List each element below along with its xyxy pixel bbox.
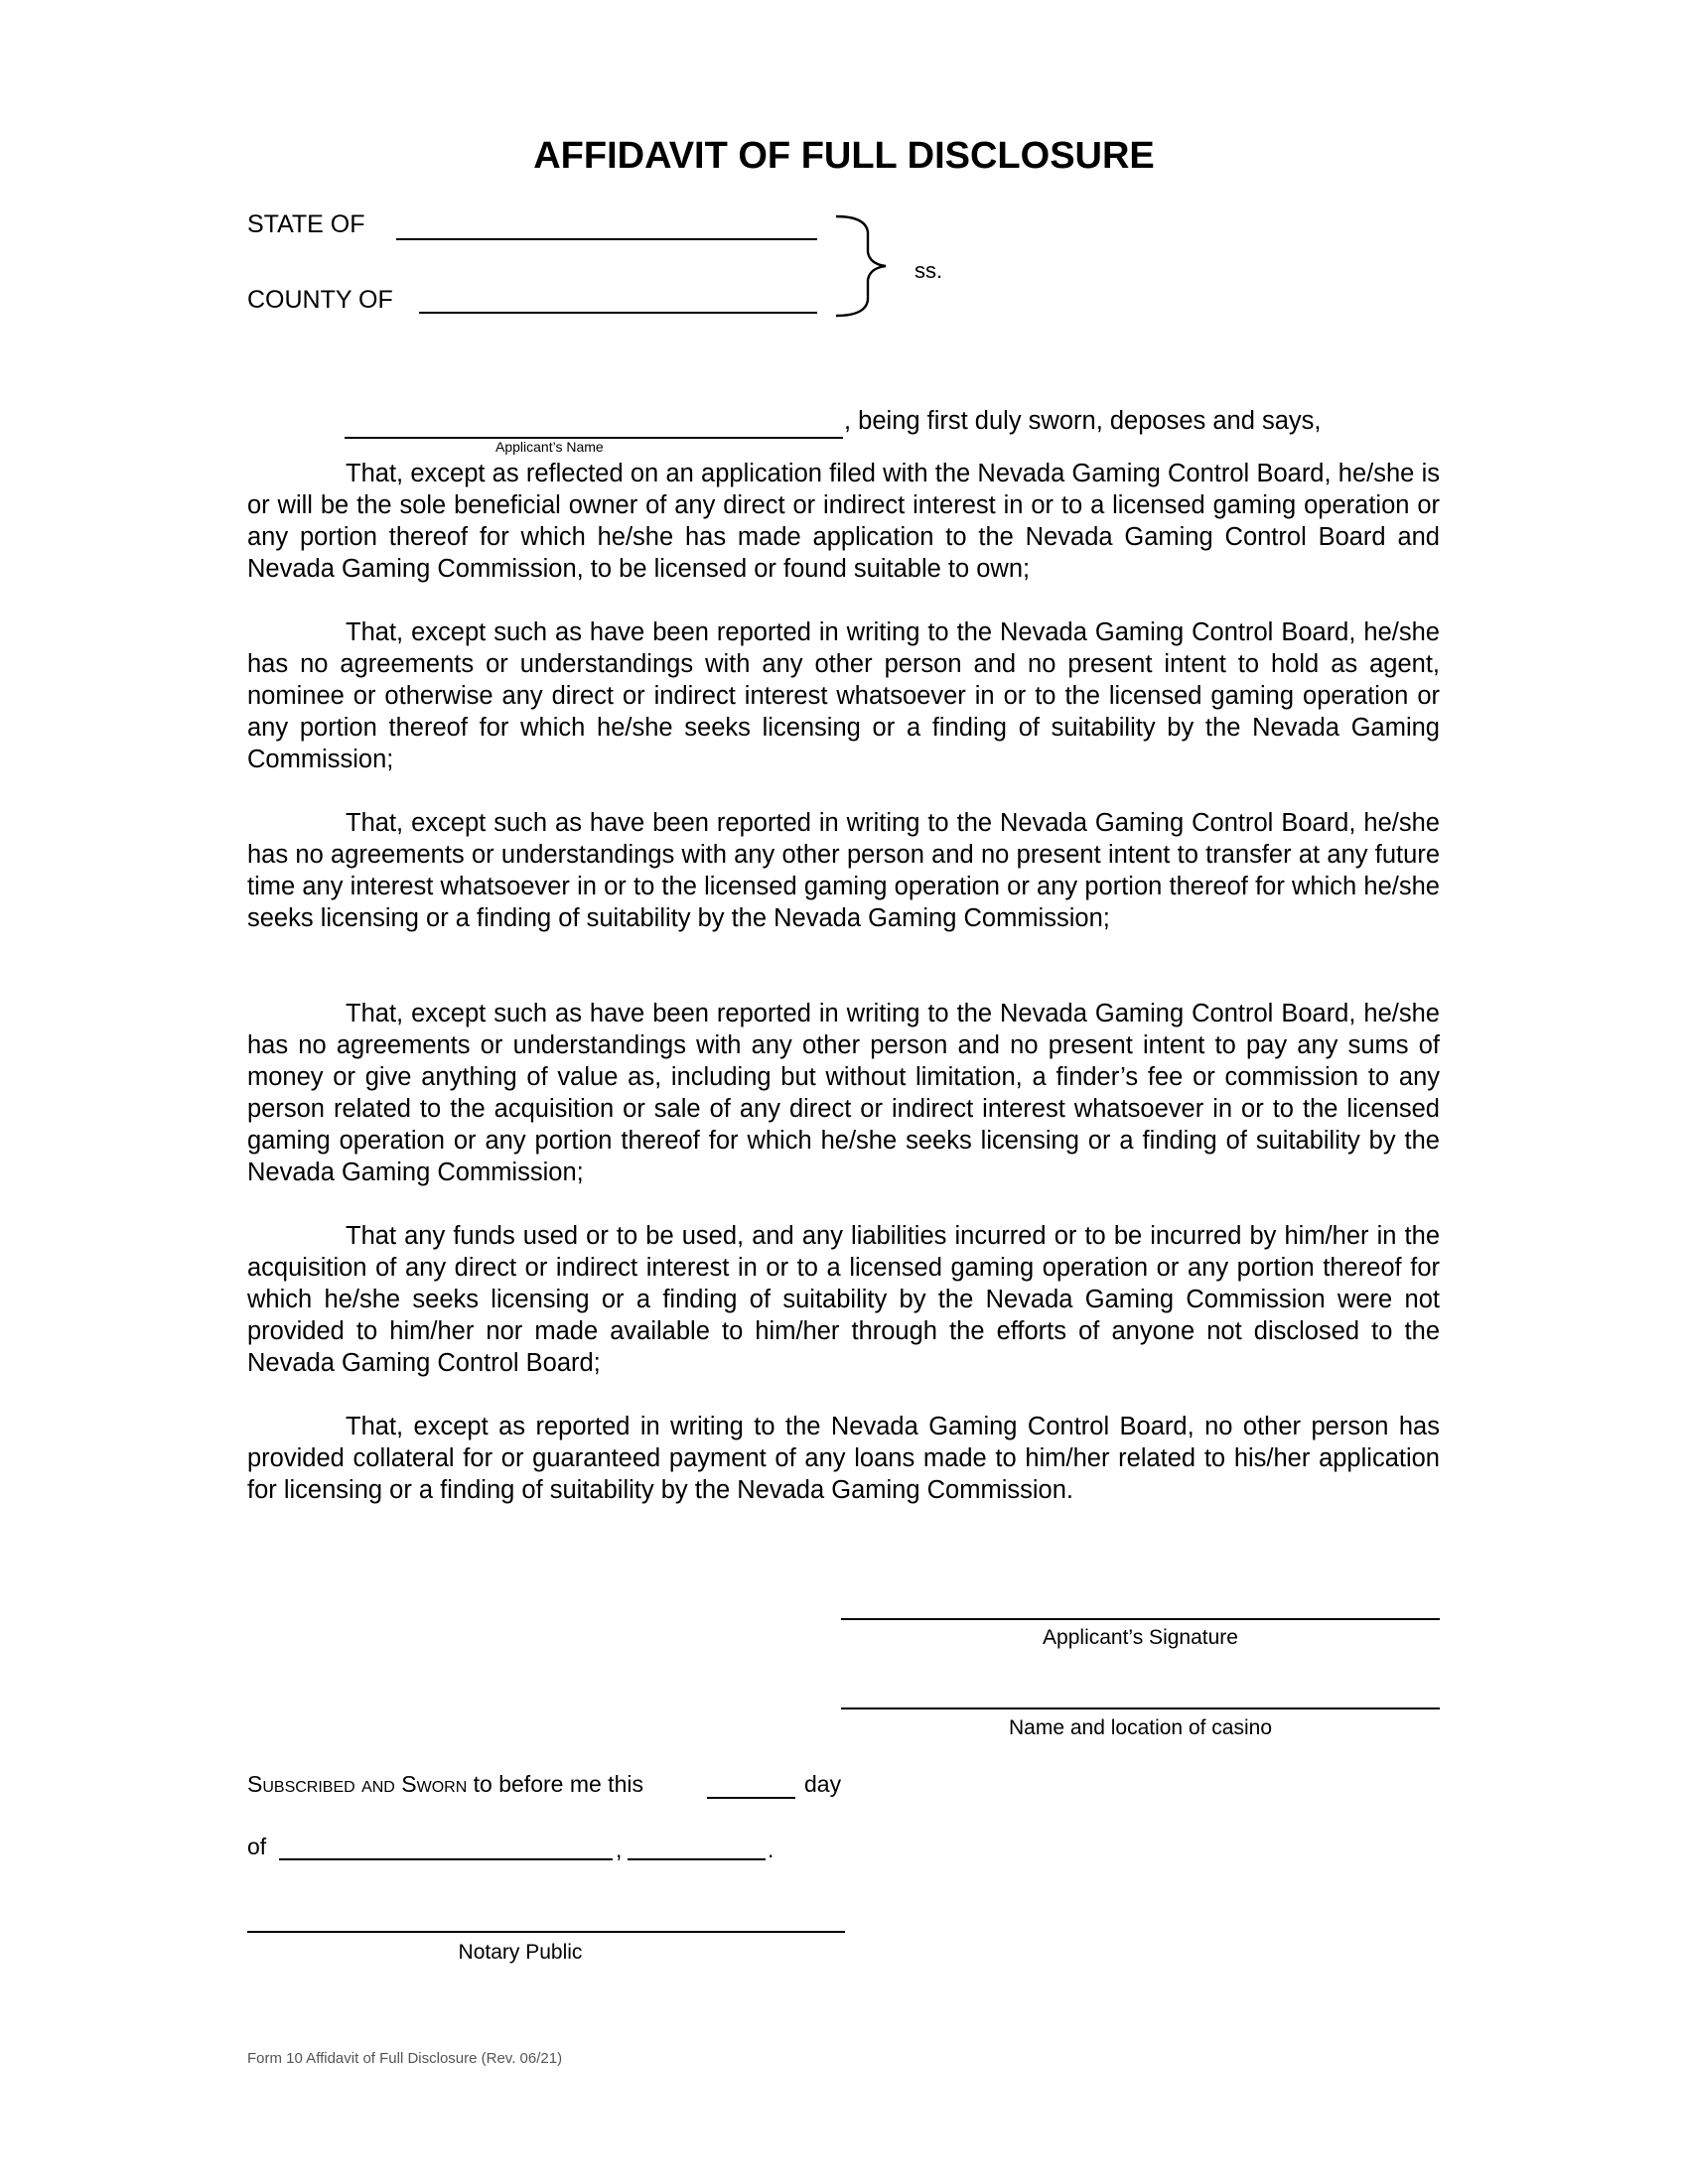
notary-signature-line[interactable] — [247, 1931, 845, 1933]
applicant-signature-line[interactable] — [841, 1618, 1440, 1620]
paragraph-1: That, except as reflected on an application filed with the Nevada Gaming Control Board, he/she is or will be the sole beneficial owner of any direct or indirect interest in or to a licensed gaming operation or any portion thereof for which he/she has made application to the Nevada Gaming Control Board and Nevada Gaming Commission, to be licensed or found suitable to own; — [247, 460, 1440, 583]
state-field-line[interactable] — [396, 238, 817, 240]
document-title: AFFIDAVIT OF FULL DISCLOSURE — [533, 135, 1155, 177]
county-label: COUNTY OF — [247, 286, 393, 314]
month-field-line[interactable] — [279, 1858, 613, 1860]
casino-caption: Name and location of casino — [1009, 1716, 1272, 1739]
paragraph-2: That, except such as have been reported in writing to the Nevada Gaming Control Board, he/she has no agreements or understandings with any other person and no present intent to hold as agent, nominee or otherwise any direct or indirect interest whatsoever in or to the licensed gaming operation or any portion thereof for which he/she seeks licensing or a finding of suitability by the Nevada Gaming Commission; — [247, 618, 1440, 773]
subscribed-sworn-text: Subscribed and Sworn — [247, 1771, 468, 1797]
ss-label: ss. — [914, 258, 943, 283]
paragraph-4: That, except such as have been reported in writing to the Nevada Gaming Control Board, he/she has no agreements or understandings with any other person and no present intent to pay any sums of money or give anything of value as, including but without limitation, a finder’s fee or commission to any person related to the acquisition or sale of any direct or indirect interest whatsoever in or to the licensed gaming operation or any portion thereof for which he/she seeks licensing or a finding of suitability by the Nevada Gaming Commission; — [247, 1000, 1440, 1186]
subscribed-sworn-line — [247, 1771, 643, 1798]
period-mark: . — [768, 1837, 774, 1862]
paragraph-6: That, except as reported in writing to the Nevada Gaming Control Board, no other person has provided collateral for or guaranteed payment of any loans made to him/her related to his/her application for licensing or a finding of suitability by the Nevada Gaming Commission. — [247, 1413, 1440, 1504]
notary-public-caption: Notary Public — [458, 1941, 583, 1964]
applicant-signature-caption: Applicant’s Signature — [1043, 1626, 1238, 1649]
applicant-name-caption: Applicant’s Name — [495, 439, 604, 455]
casino-line[interactable] — [841, 1707, 1440, 1709]
to-before-text: to before me this — [473, 1771, 643, 1797]
brace-icon — [832, 210, 902, 320]
state-label: STATE OF — [247, 210, 365, 238]
year-field-line[interactable] — [628, 1858, 766, 1860]
of-label: of — [247, 1834, 267, 1859]
day-label: day — [804, 1771, 842, 1797]
sworn-text: , being first duly sworn, deposes and says, — [844, 407, 1322, 435]
county-field-line[interactable] — [419, 312, 817, 314]
comma-mark: , — [616, 1837, 623, 1862]
paragraph-5: That any funds used or to be used, and any liabilities incurred or to be incurred by him/her in the acquisition of any direct or indirect interest in or to a licensed gaming operation or any portion thereof for which he/she seeks licensing or a finding of suitability by the Nevada Gaming Commission were not provided to him/her nor made available to him/her through the efforts of anyone not disclosed to the Nevada Gaming Control Board; — [247, 1222, 1440, 1377]
paragraph-3: That, except such as have been reported in writing to the Nevada Gaming Control Board, he/she has no agreements or understandings with any other person and no present intent to transfer at any future time any interest whatsoever in or to the licensed gaming operation or any portion thereof for which he/she seeks licensing or a finding of suitability by the Nevada Gaming Commission; — [247, 809, 1440, 932]
footer-form-id: Form 10 Affidavit of Full Disclosure (Rev. 06/21) — [247, 2050, 563, 2067]
day-field-line[interactable] — [707, 1797, 795, 1799]
